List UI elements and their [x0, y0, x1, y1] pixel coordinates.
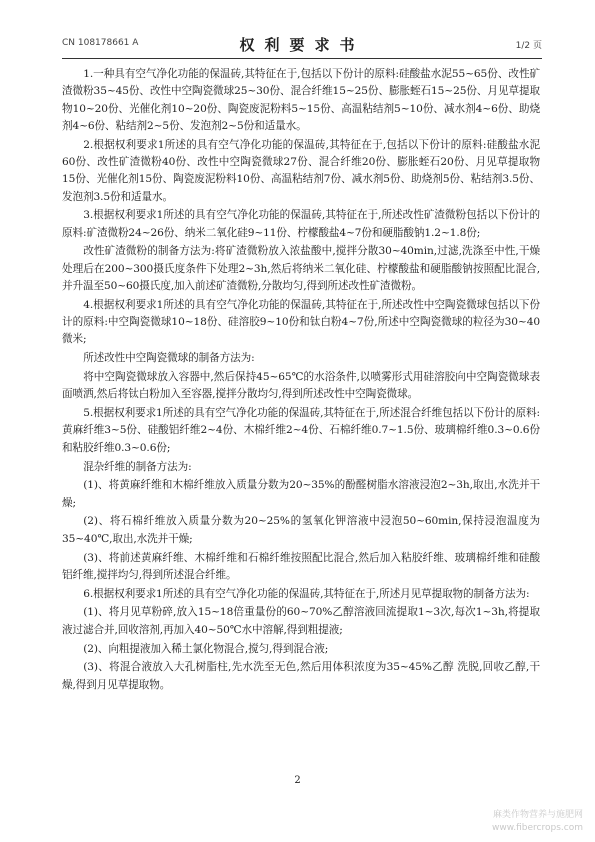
claim-paragraph: 5.根据权利要求1所述的具有空气净化功能的保温砖,其特征在于,所述混合纤维包括以下份计的原料:黄麻纤维3~5份、硅酸铝纤维2~4份、木棉纤维2~4份、石棉纤维0.7~1.5份、玻璃棉纤维0.3~0.6份和粘胶纤维0.3~0.6份;	[62, 407, 540, 454]
header-rule	[62, 58, 542, 59]
page-number: 2	[294, 775, 301, 786]
page-info: 1/2 页	[515, 41, 542, 51]
claim-paragraph: 6.根据权利要求1所述的具有空气净化功能的保温砖,其特征在于,所述月见草提取物的制备方法为:	[83, 587, 530, 600]
watermark-url: www.fibercrops.com	[492, 823, 583, 833]
watermark	[492, 809, 583, 835]
claims-body	[62, 66, 540, 695]
claim-paragraph: 1.一种具有空气净化功能的保温砖,其特征在于,包括以下份计的原料:硅酸盐水泥55~65份、改性矿渣微粉35~45份、改性中空陶瓷微球25~30份、混合纤维15~25份、膨胀蛭石15~25份、月见草提取物10~20份、光催化剂10~20份、陶瓷废泥粉料5~15份、高温粘结剂5~10份、减水剂4~6份、助烧剂4~6份、粘结剂2~5份、发泡剂2~5份和适量水。	[62, 68, 540, 132]
claim-paragraph: 3.根据权利要求1所述的具有空气净化功能的保温砖,其特征在于,所述改性矿渣微粉包括以下份计的原料:矿渣微粉24~26份、纳米二氧化硅9~11份、柠檬酸盐4~7份和硬脂酸钠1.2~1.8份;	[62, 209, 540, 239]
claim-paragraph: (1)、将黄麻纤维和木棉纤维放入质量分数为20~35%的酚醛树脂水溶液浸泡2~3h,取出,水洗并干燥;	[62, 479, 540, 509]
document-header	[62, 34, 542, 54]
claim-paragraph: (1)、将月见草粉碎,放入15~18倍重量份的60~70%乙醇溶液回流提取1~3次,每次1~3h,将提取液过滤合并,回收溶剂,再加入40~50℃水中溶解,得到粗提液;	[62, 606, 540, 636]
claim-paragraph: 2.根据权利要求1所述的具有空气净化功能的保温砖,其特征在于,包括以下份计的原料:硅酸盐水泥60份、改性矿渣微粉40份、改性中空陶瓷微球27份、混合纤维20份、膨胀蛭石20份、月见草提取物15份、光催化剂15份、陶瓷废泥粉料10份、高温粘结剂7份、减水剂5份、助烧剂5份、粘结剂3.5份、发泡剂3.5份和适量水。	[62, 138, 540, 203]
claim-paragraph: (3)、将前述黄麻纤维、木棉纤维和石棉纤维按照配比混合,然后加入粘胶纤维、玻璃棉纤维和硅酸铝纤维,搅拌均匀,得到所述混合纤维。	[62, 551, 540, 581]
claim-paragraph: (2)、将石棉纤维放入质量分数为20~25%的氢氧化钾溶液中浸泡50~60min,保持浸泡温度为35~40℃,取出,水洗并干燥;	[62, 515, 540, 545]
publication-number: CN 108178661 A	[62, 38, 139, 48]
claim-paragraph: 混杂纤维的制备方法为:	[83, 460, 192, 473]
claim-paragraph: 4.根据权利要求1所述的具有空气净化功能的保温砖,其特征在于,所述改性中空陶瓷微球包括以下份计的原料:中空陶瓷微球10~18份、硅溶胶9~10份和钛白粉4~7份,所述中空陶瓷微球的粒径为30~40微米;	[62, 298, 540, 346]
claim-paragraph: (2)、向粗提液加入稀土氯化物混合,搅匀,得到混合液;	[83, 642, 329, 655]
claim-paragraph: 将中空陶瓷微球放入容器中,然后保持45~65℃的水浴条件,以喷雾形式用硅溶胶向中空陶瓷微球表面喷洒,然后将钛白粉加入至容器,搅拌分散均匀,得到所述改性中空陶瓷微球。	[62, 371, 540, 401]
claim-paragraph: 所述改性中空陶瓷微球的制备方法为:	[83, 352, 255, 365]
page-title: 权利要求书	[239, 36, 365, 54]
claim-paragraph: 改性矿渣微粉的制备方法为:将矿渣微粉放入浓盐酸中,搅拌分散30~40min,过滤,洗涤至中性,干燥处理后在200~300摄氏度条件下处理2~3h,然后将纳米二氧化硅、柠檬酸盐和硬脂酸钠按照配比混合,并升温至50~60摄氏度,加入前述矿渣微粉,分散均匀,得到所述改性矿渣微粉。	[62, 245, 540, 293]
claim-paragraph: (3)、将混合液放入大孔树脂柱,先水洗至无色,然后用体积浓度为35~45%乙醇 洗脱,回收乙醇,干燥,得到月见草提取物。	[62, 661, 540, 691]
watermark-text: 麻类作物营养与施肥网	[492, 810, 583, 820]
